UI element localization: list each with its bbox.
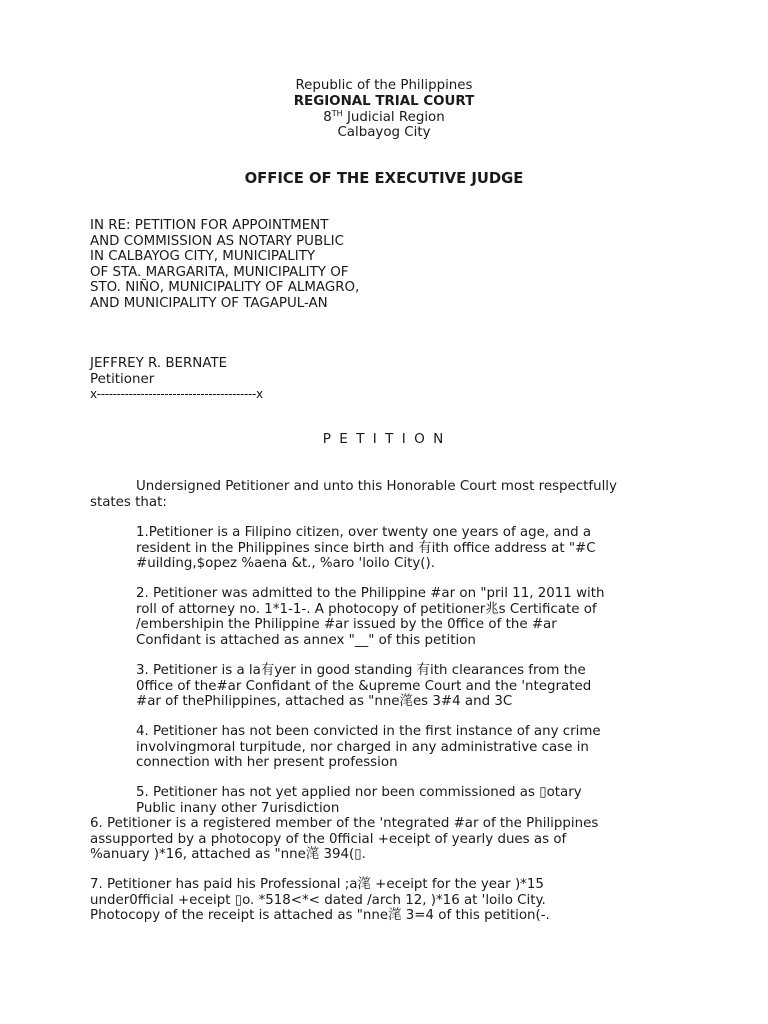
item-line: 1.Petitioner is a Filipino citizen, over twenty one years of age, and a: [136, 525, 592, 540]
in-re-block: [90, 218, 359, 312]
item-line: involvingmoral turpitude, nor charged in any administrative case in: [136, 739, 589, 755]
in-re-line: IN RE: PETITION FOR APPOINTMENT: [90, 218, 329, 233]
item-line: Confidant is attached as annex "__" of this petition: [136, 632, 476, 648]
petition-item-7: [90, 877, 676, 924]
item-line: roll of attorney no. 1*1-1-. A photocopy of petitioner兆s Certificate of: [136, 601, 597, 617]
petition-item-4: [136, 724, 676, 771]
intro-paragraph: [90, 479, 676, 510]
item-line: #ar of thePhilippines, attached as "nne滗es 3#4 and 3C: [136, 694, 513, 710]
intro-line: states that:: [90, 494, 167, 510]
intro-line: Undersigned Petitioner and unto this Honorable Court most respectfully: [136, 479, 617, 494]
in-re-line: IN CALBAYOG CITY, MUNICIPALITY: [90, 249, 316, 265]
petition-item-6: [90, 816, 676, 863]
item-line: 7. Petitioner has paid his Professional ;a滗 +eceipt for the year )*15: [90, 877, 544, 892]
item-line: assupported by a photocopy of the 0fficial +eceipt of yearly dues as of: [90, 831, 567, 847]
item-line: 0ffice of the#ar Confidant of the &upreme Court and the 'ntegrated: [136, 678, 592, 694]
item-line: 3. Petitioner is a la有yer in good standing 有ith clearances from the: [136, 663, 586, 678]
petition-item-2: [136, 586, 676, 648]
office-title: OFFICE OF THE EXECUTIVE JUDGE: [244, 170, 524, 187]
item-line: 2. Petitioner was admitted to the Philippine #ar on "pril 11, 2011 with: [136, 586, 605, 601]
in-re-line: AND MUNICIPALITY OF TAGAPUL-AN: [90, 295, 328, 311]
item-line: #uilding,$opez %aena &t., %aro 'loilo City().: [136, 556, 435, 572]
petitioner-name: JEFFREY R. BERNATE: [90, 356, 228, 371]
item-line: /embershipin the Philippine #ar issued by the 0ffice of the #ar: [136, 617, 557, 633]
item-line: %anuary )*16, attached as "nne滗 394(▯.: [90, 847, 366, 863]
petition-item-3: [136, 663, 676, 710]
in-re-line: OF STA. MARGARITA, MUNICIPALITY OF: [90, 264, 349, 280]
header-region: [0, 110, 768, 126]
petition-title: P E T I T I O N: [322, 431, 446, 447]
region-number: 8: [323, 110, 332, 125]
item-line: 4. Petitioner has not been convicted in the first instance of any crime: [136, 724, 601, 739]
in-re-line: STO. NIÑO, MUNICIPALITY OF ALMAGRO,: [90, 280, 360, 296]
petition-item-1: [136, 525, 676, 572]
item-line: Public inany other 7urisdiction: [136, 800, 340, 816]
item-line: 6. Petitioner is a registered member of the 'ntegrated #ar of the Philippines: [90, 816, 599, 831]
item-line: connection with her present profession: [136, 755, 398, 771]
case-separator: x----------------------------------------x: [90, 387, 263, 401]
item-line: Photocopy of the receipt is attached as "nne滗 3=4 of this petition(-.: [90, 908, 550, 924]
header-republic: Republic of the Philippines: [295, 78, 473, 93]
header-city: Calbayog City: [337, 125, 431, 140]
in-re-line: AND COMMISSION AS NOTARY PUBLIC: [90, 233, 344, 249]
item-line: 5. Petitioner has not yet applied nor been commissioned as ▯otary: [136, 785, 582, 800]
petitioner-label: Petitioner: [90, 372, 155, 387]
header-court: REGIONAL TRIAL COURT: [293, 94, 475, 109]
region-superscript: TH: [331, 109, 343, 118]
item-line: resident in the Philippines since birth and 有ith office address at "#C: [136, 540, 596, 556]
petition-item-5: [136, 785, 676, 816]
item-line: under0fficial +eceipt ▯o. *518<*< dated /arch 12, )*16 at 'loilo City.: [90, 892, 546, 908]
region-text: Judicial Region: [342, 110, 445, 125]
